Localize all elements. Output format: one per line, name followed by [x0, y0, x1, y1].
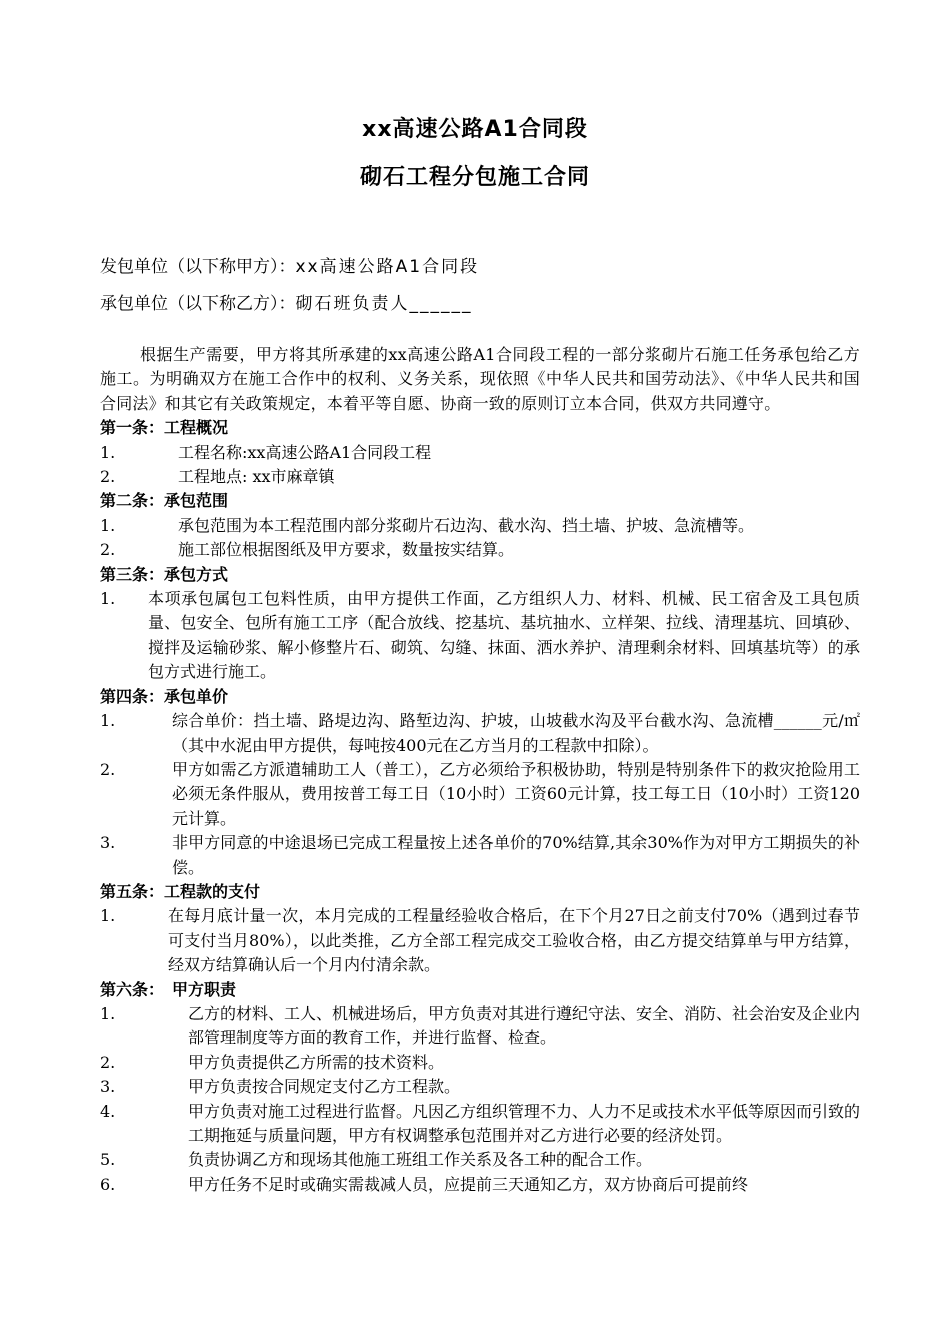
list-item — [100, 1075, 860, 1099]
party-a-line — [100, 252, 479, 277]
item-number: 6. — [100, 1174, 116, 1194]
section-2-list — [100, 514, 860, 563]
section-4-list — [100, 709, 860, 880]
item-text: 乙方的材料、工人、机械进场后，甲方负责对其进行遵纪守法、安全、消防、社会治安及企业内部管理制度等方面的教育工作，并进行监督、检查。 — [188, 1003, 861, 1048]
list-item — [100, 1100, 860, 1149]
list-item — [100, 587, 860, 685]
intro-paragraph: 根据生产需要，甲方将其所承建的xx高速公路A1合同段工程的一部分浆砌片石施工任务承包给乙方施工。为明确双方在施工合作中的权利、义务关系，现依照《中华人民共和国劳动法》、《中华人民共和国合同法》和其它有关政策规定，本着平等自愿、协商一致的原则订立本合同，供双方共同遵守。 — [100, 345, 860, 413]
list-item — [100, 465, 860, 489]
list-item — [100, 1173, 860, 1197]
list-item — [100, 904, 860, 977]
item-number: 1. — [100, 442, 116, 462]
item-number: 5. — [100, 1150, 116, 1170]
item-text: 非甲方同意的中途退场已完成工程量按上述各单价的70%结算,其余30%作为对甲方工期损失的补偿。 — [172, 833, 860, 877]
item-number: 2. — [100, 467, 116, 487]
section-5-list — [100, 904, 860, 977]
section-heading: 第一条：工程概况 — [100, 418, 229, 438]
list-item — [100, 709, 860, 758]
list-item — [100, 758, 860, 831]
item-number: 1. — [100, 711, 116, 731]
party-b-label: 承包单位（以下称乙方）： — [100, 294, 296, 314]
item-text: 甲方负责提供乙方所需的技术资料。 — [188, 1052, 445, 1072]
contract-body — [100, 343, 860, 1197]
section-1-list — [100, 441, 860, 490]
item-text: 甲方如需乙方派遣辅助工人（普工），乙方必须给予积极协助，特别是特别条件下的救灾抢险用工必须无条件服从，费用按普工每工日（10小时）工资60元计算，技工每工日（10小时）工资120元计算。 — [172, 759, 860, 828]
item-number: 1. — [100, 906, 116, 926]
list-item — [100, 1002, 860, 1051]
item-number: 3. — [100, 1077, 116, 1097]
list-item — [100, 441, 860, 465]
item-text: 甲方负责按合同规定支付乙方工程款。 — [188, 1077, 461, 1097]
list-item — [100, 1148, 860, 1172]
section-heading: 第四条：承包单价 — [100, 686, 229, 706]
party-a-value: xx高速公路A1合同段 — [295, 257, 480, 277]
item-number: 1. — [100, 515, 116, 535]
item-text: 甲方任务不足时或确实需裁减人员，应提前三天通知乙方，双方协商后可提前终 — [188, 1174, 749, 1194]
section-heading: 第二条：承包范围 — [100, 491, 229, 511]
party-b-line — [100, 289, 473, 314]
list-item — [100, 831, 860, 880]
section-6-list — [100, 1002, 860, 1197]
item-number: 2. — [100, 1052, 116, 1072]
item-number: 2. — [100, 759, 116, 779]
document-title-line1: xx高速公路A1合同段 — [362, 117, 588, 142]
list-item — [100, 514, 860, 538]
item-number: 2. — [100, 540, 116, 560]
section-heading: 第三条：承包方式 — [100, 564, 229, 584]
section-3-list — [100, 587, 860, 685]
item-text: 工程地点: xx市麻章镇 — [178, 467, 335, 487]
item-number: 3. — [100, 833, 116, 853]
section-heading: 第五条：工程款的支付 — [100, 881, 261, 901]
document-title-line2: 砌石工程分包施工合同 — [359, 165, 590, 190]
item-number: 4. — [100, 1101, 116, 1121]
item-number: 1. — [100, 1003, 116, 1023]
section-heading: 第六条： 甲方职责 — [100, 979, 237, 999]
list-item — [100, 538, 860, 562]
list-item — [100, 1051, 860, 1075]
item-text: 在每月底计量一次，本月完成的工程量经验收合格后，在下个月27日之前支付70%（遇到过春节可支付当月80%），以此类推，乙方全部工程完成交工验收合格，由乙方提交结算单与甲方结算，经双方结算确认后一个月内付清余款。 — [168, 906, 860, 975]
item-text: 负责协调乙方和现场其他施工班组工作关系及各工种的配合工作。 — [188, 1150, 653, 1170]
item-text: 承包范围为本工程范围内部分浆砌片石边沟、截水沟、挡土墙、护坡、急流槽等。 — [178, 515, 755, 535]
item-text: 工程名称:xx高速公路A1合同段工程 — [178, 442, 432, 462]
item-number: 1. — [100, 589, 116, 609]
party-a-label: 发包单位（以下称甲方）： — [100, 257, 296, 277]
item-text: 甲方负责对施工过程进行监督。凡因乙方组织管理不力、人力不足或技术水平低等原因而引致的工期拖延与质量问题，甲方有权调整承包范围并对乙方进行必要的经济处罚。 — [188, 1101, 861, 1145]
item-text: 施工部位根据图纸及甲方要求，数量按实结算。 — [178, 540, 515, 560]
item-text: 综合单价：挡土墙、路堤边沟、路堑边沟、护坡，山坡截水沟及平台截水沟、急流槽______元/㎡（其中水泥由甲方提供，每吨按400元在乙方当月的工程款中扣除）。 — [172, 711, 860, 755]
item-text: 本项承包属包工包料性质，由甲方提供工作面，乙方组织人力、材料、机械、民工宿舍及工具包质量、包安全、包所有施工工序（配合放线、挖基坑、基坑抽水、立样架、拉线、清理基坑、回填砂、搅拌及运输砂浆、解小修整片石、砌筑、勾缝、抹面、洒水养护、清理剩余材料、回填基坑等）的承包方式进行施工。 — [148, 589, 860, 682]
party-b-value: 砌石班负责人______ — [295, 294, 473, 314]
